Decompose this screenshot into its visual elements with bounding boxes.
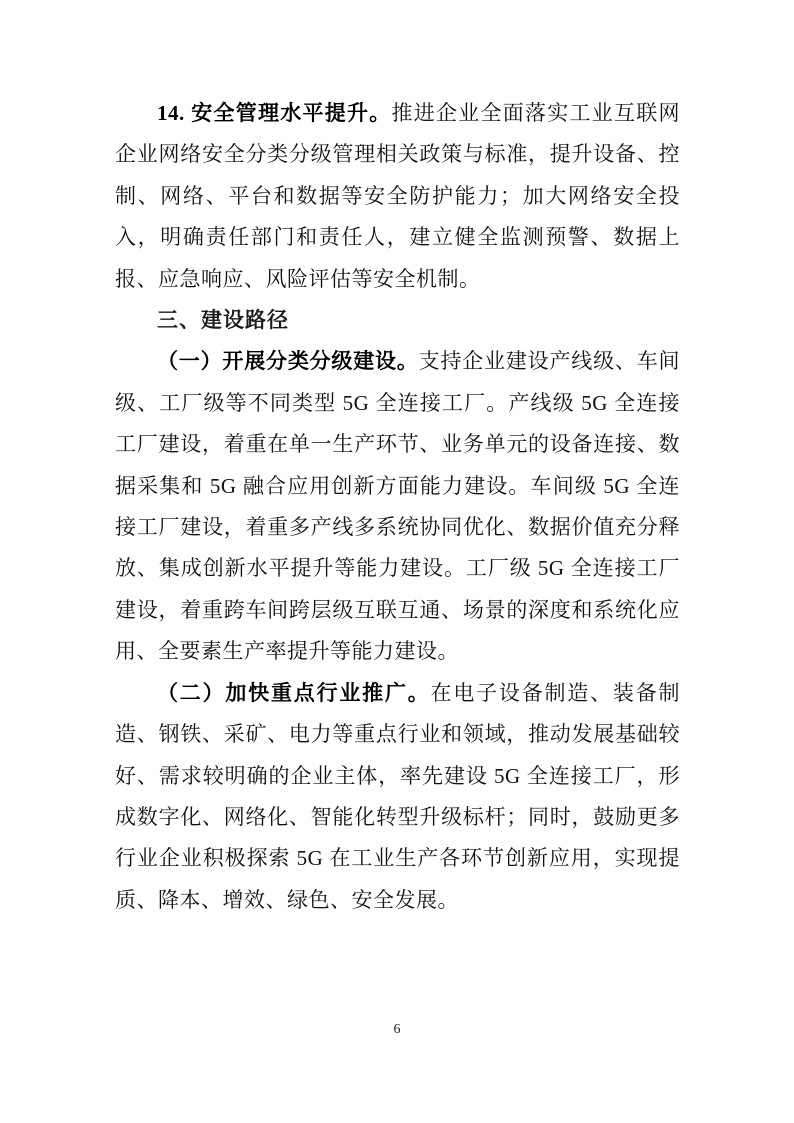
paragraph-text-classified-construction: 支持企业建设产线级、车间级、工厂级等不同类型 5G 全连接工厂。产线级 5G 全连接工厂建设，着重在单一生产环节、业务单元的设备连接、数据采集和 5G 融合应用创新方面能力建设。车间级 5G 全连接工厂建设，着重多产线多系统协同优化、数据价值充分释放、集成创新水平提升等能力建设。工厂级 5G 全连接工厂建设，着重跨车间跨层级互联互通、场景的深度和系统化应用、全要素生产率提升等能力建设。 <box>115 349 681 664</box>
paragraph-lead-industry-promotion: （二）加快重点行业推广。 <box>157 680 431 705</box>
section-heading-construction-path: 三、建设路径 <box>157 309 289 333</box>
paragraph-lead-security-management: 14. 安全管理水平提升。 <box>157 101 392 125</box>
paragraph-security-management <box>115 93 680 300</box>
paragraph-classified-construction <box>115 341 680 672</box>
paragraph-lead-classified-construction: （一）开展分类分级建设。 <box>157 349 419 374</box>
document-content <box>115 93 680 921</box>
paragraph-industry-promotion <box>115 673 680 921</box>
page-number: 6 <box>393 1022 401 1037</box>
paragraph-text-security-management: 推进企业全面落实工业互联网企业网络安全分类分级管理相关政策与标准，提升设备、控制、网络、平台和数据等安全防护能力；加大网络安全投入，明确责任部门和责任人，建立健全监测预警、数据上报、应急响应、风险评估等安全机制。 <box>115 101 680 291</box>
paragraph-text-industry-promotion: 在电子设备制造、装备制造、钢铁、采矿、电力等重点行业和领域，推动发展基础较好、需求较明确的企业主体，率先建设 5G 全连接工厂，形成数字化、网络化、智能化转型升级标杆；同时，鼓励更多行业企业积极探索 5G 在工业生产各环节创新应用，实现提质、降本、增效、绿色、安全发展。 <box>115 680 681 912</box>
